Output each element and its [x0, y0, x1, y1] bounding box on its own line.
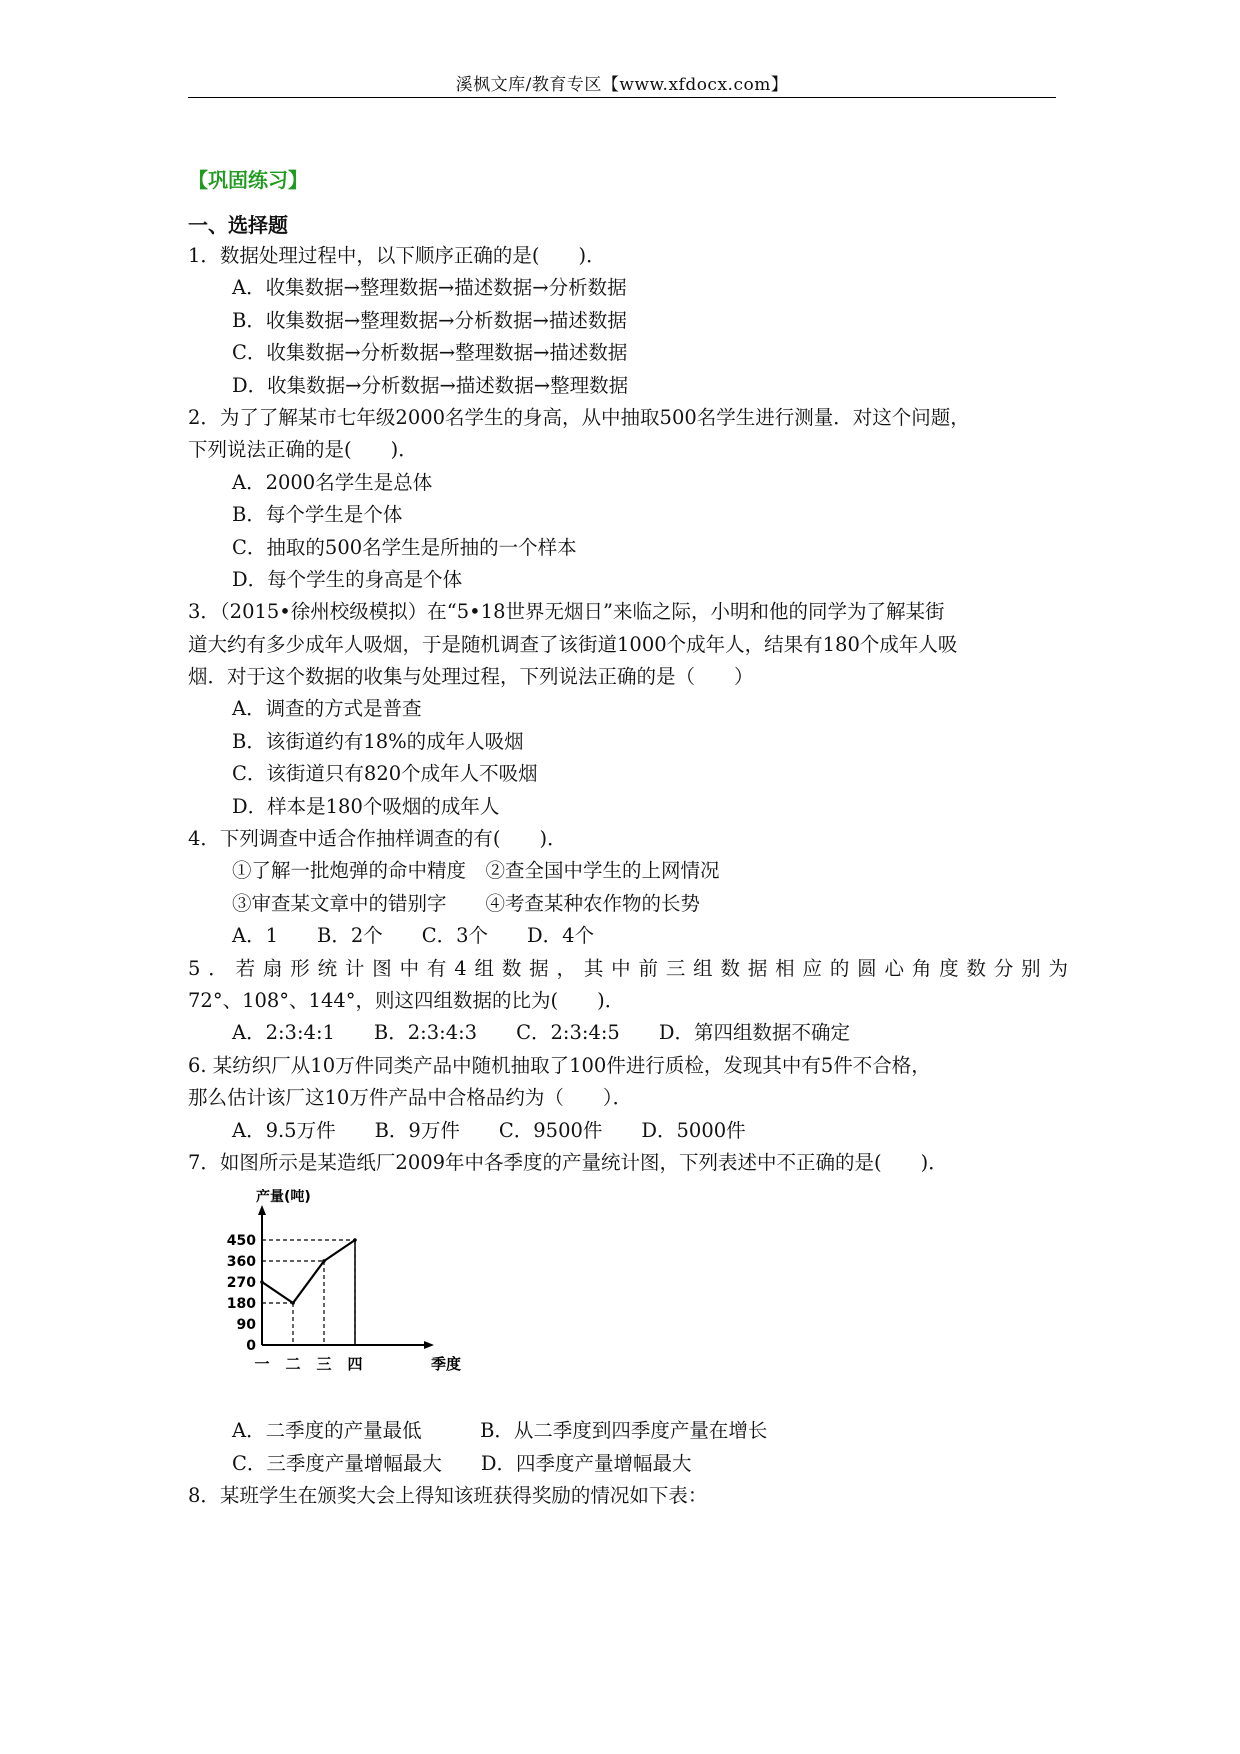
- y-tick-label: 360: [226, 1254, 256, 1271]
- question-5-options: A．2:3:4:1 B．2:3:4:3 C．2:3:4:5 D．第四组数据不确定: [232, 1021, 850, 1045]
- x-tick-label: 四: [347, 1355, 363, 1374]
- question-4-options: A．1 B．2个 C．3个 D．4个: [232, 924, 595, 948]
- y-tick-label: 270: [226, 1275, 256, 1292]
- question-3-option-a: A．调查的方式是普查: [232, 697, 422, 721]
- x-tick-label: 一: [254, 1355, 270, 1374]
- question-2-option-c: C．抽取的500名学生是所抽的一个样本: [232, 535, 577, 559]
- question-5-stem-line-1: 5．若扇形统计图中有4组数据，其中前三组数据相应的圆心角度数分别为: [188, 956, 1068, 980]
- data-point: [322, 1260, 326, 1264]
- part-title: 一、选择题: [188, 213, 288, 237]
- data-point: [291, 1302, 295, 1306]
- question-3-stem-line-2: 道大约有多少成年人吸烟，于是随机调查了该街道1000个成年人，结果有180个成年人吸: [188, 632, 958, 656]
- question-1-option-a: A．收集数据→整理数据→描述数据→分析数据: [232, 276, 627, 300]
- production-chart-svg: [218, 1189, 518, 1399]
- question-4-stem: 4．下列调查中适合作抽样调查的有( )．: [188, 827, 567, 851]
- header-divider: [188, 97, 1056, 98]
- y-tick-label: 0: [246, 1338, 256, 1355]
- data-point: [353, 1239, 357, 1243]
- question-6-options: A．9.5万件 B．9万件 C．9500件 D．5000件: [232, 1118, 746, 1142]
- question-3-option-b: B．该街道约有18%的成年人吸烟: [232, 729, 524, 753]
- question-5-stem-line-2: 72°、108°、144°，则这四组数据的比为( )．: [188, 988, 625, 1012]
- section-title: 【巩固练习】: [188, 168, 308, 192]
- question-2-option-a: A．2000名学生是总体: [232, 470, 433, 494]
- x-axis-title: 季度: [430, 1355, 462, 1374]
- question-4-items-2: ③审查某文章中的错别字 ④考查某种农作物的长势: [232, 891, 701, 915]
- question-2-option-b: B．每个学生是个体: [232, 503, 403, 527]
- question-3-option-d: D．样本是180个吸烟的成年人: [232, 794, 500, 818]
- x-tick-label: 二: [285, 1355, 301, 1374]
- question-6-stem-line-1: 6. 某纺织厂从10万件同类产品中随机抽取了100件进行质检，发现其中有5件不合格，: [188, 1053, 931, 1077]
- question-4-items-1: ①了解一批炮弹的命中精度 ②查全国中学生的上网情况: [232, 859, 720, 883]
- question-8-stem: 8．某班学生在颁奖大会上得知该班获得奖励的情况如下表：: [188, 1484, 708, 1508]
- x-axis-arrow: [424, 1341, 434, 1349]
- question-2-option-d: D．每个学生的身高是个体: [232, 567, 463, 591]
- data-point: [260, 1281, 264, 1285]
- x-tick-label: 三: [316, 1355, 332, 1374]
- question-1-option-c: C．收集数据→分析数据→整理数据→描述数据: [232, 341, 628, 365]
- question-3-option-c: C．该街道只有820个成年人不吸烟: [232, 762, 538, 786]
- page-header: 溪枫文库/教育专区【www.xfdocx.com】: [455, 75, 789, 95]
- production-chart: [188, 1179, 1068, 1415]
- question-7-stem: 7．如图所示是某造纸厂2009年中各季度的产量统计图，下列表述中不正确的是( )．: [188, 1150, 948, 1174]
- question-7-options-1: A．二季度的产量最低 B．从二季度到四季度产量在增长: [232, 1419, 768, 1443]
- question-3-stem-line-1: 3．（2015•徐州校级模拟）在“5•18世界无烟日”来临之际，小明和他的同学为了解某街: [188, 600, 945, 624]
- question-2-stem-line-2: 下列说法正确的是( )．: [188, 438, 418, 462]
- question-7-options-2: C．三季度产量增幅最大 D．四季度产量增幅最大: [232, 1451, 692, 1475]
- y-axis-title: 产量(吨): [256, 1189, 311, 1206]
- y-tick-label: 180: [226, 1296, 256, 1313]
- y-axis-arrow: [258, 1205, 266, 1215]
- y-tick-label: 90: [236, 1317, 256, 1334]
- document-body: [188, 164, 1068, 1513]
- question-1-option-d: D．收集数据→分析数据→描述数据→整理数据: [232, 373, 629, 397]
- series-line: [262, 1240, 355, 1303]
- question-2-stem-line-1: 2．为了了解某市七年级2000名学生的身高，从中抽取500名学生进行测量．对这个问题，: [188, 405, 970, 429]
- question-6-stem-line-2: 那么估计该厂这10万件产品中合格品约为（ ）．: [188, 1086, 633, 1110]
- question-1-option-b: B．收集数据→整理数据→分析数据→描述数据: [232, 308, 627, 332]
- y-tick-label: 450: [226, 1233, 256, 1250]
- question-3-stem-line-3: 烟．对于这个数据的收集与处理过程，下列说法正确的是（ ）: [188, 665, 754, 689]
- question-1-stem: 1．数据处理过程中，以下顺序正确的是( )．: [188, 244, 606, 267]
